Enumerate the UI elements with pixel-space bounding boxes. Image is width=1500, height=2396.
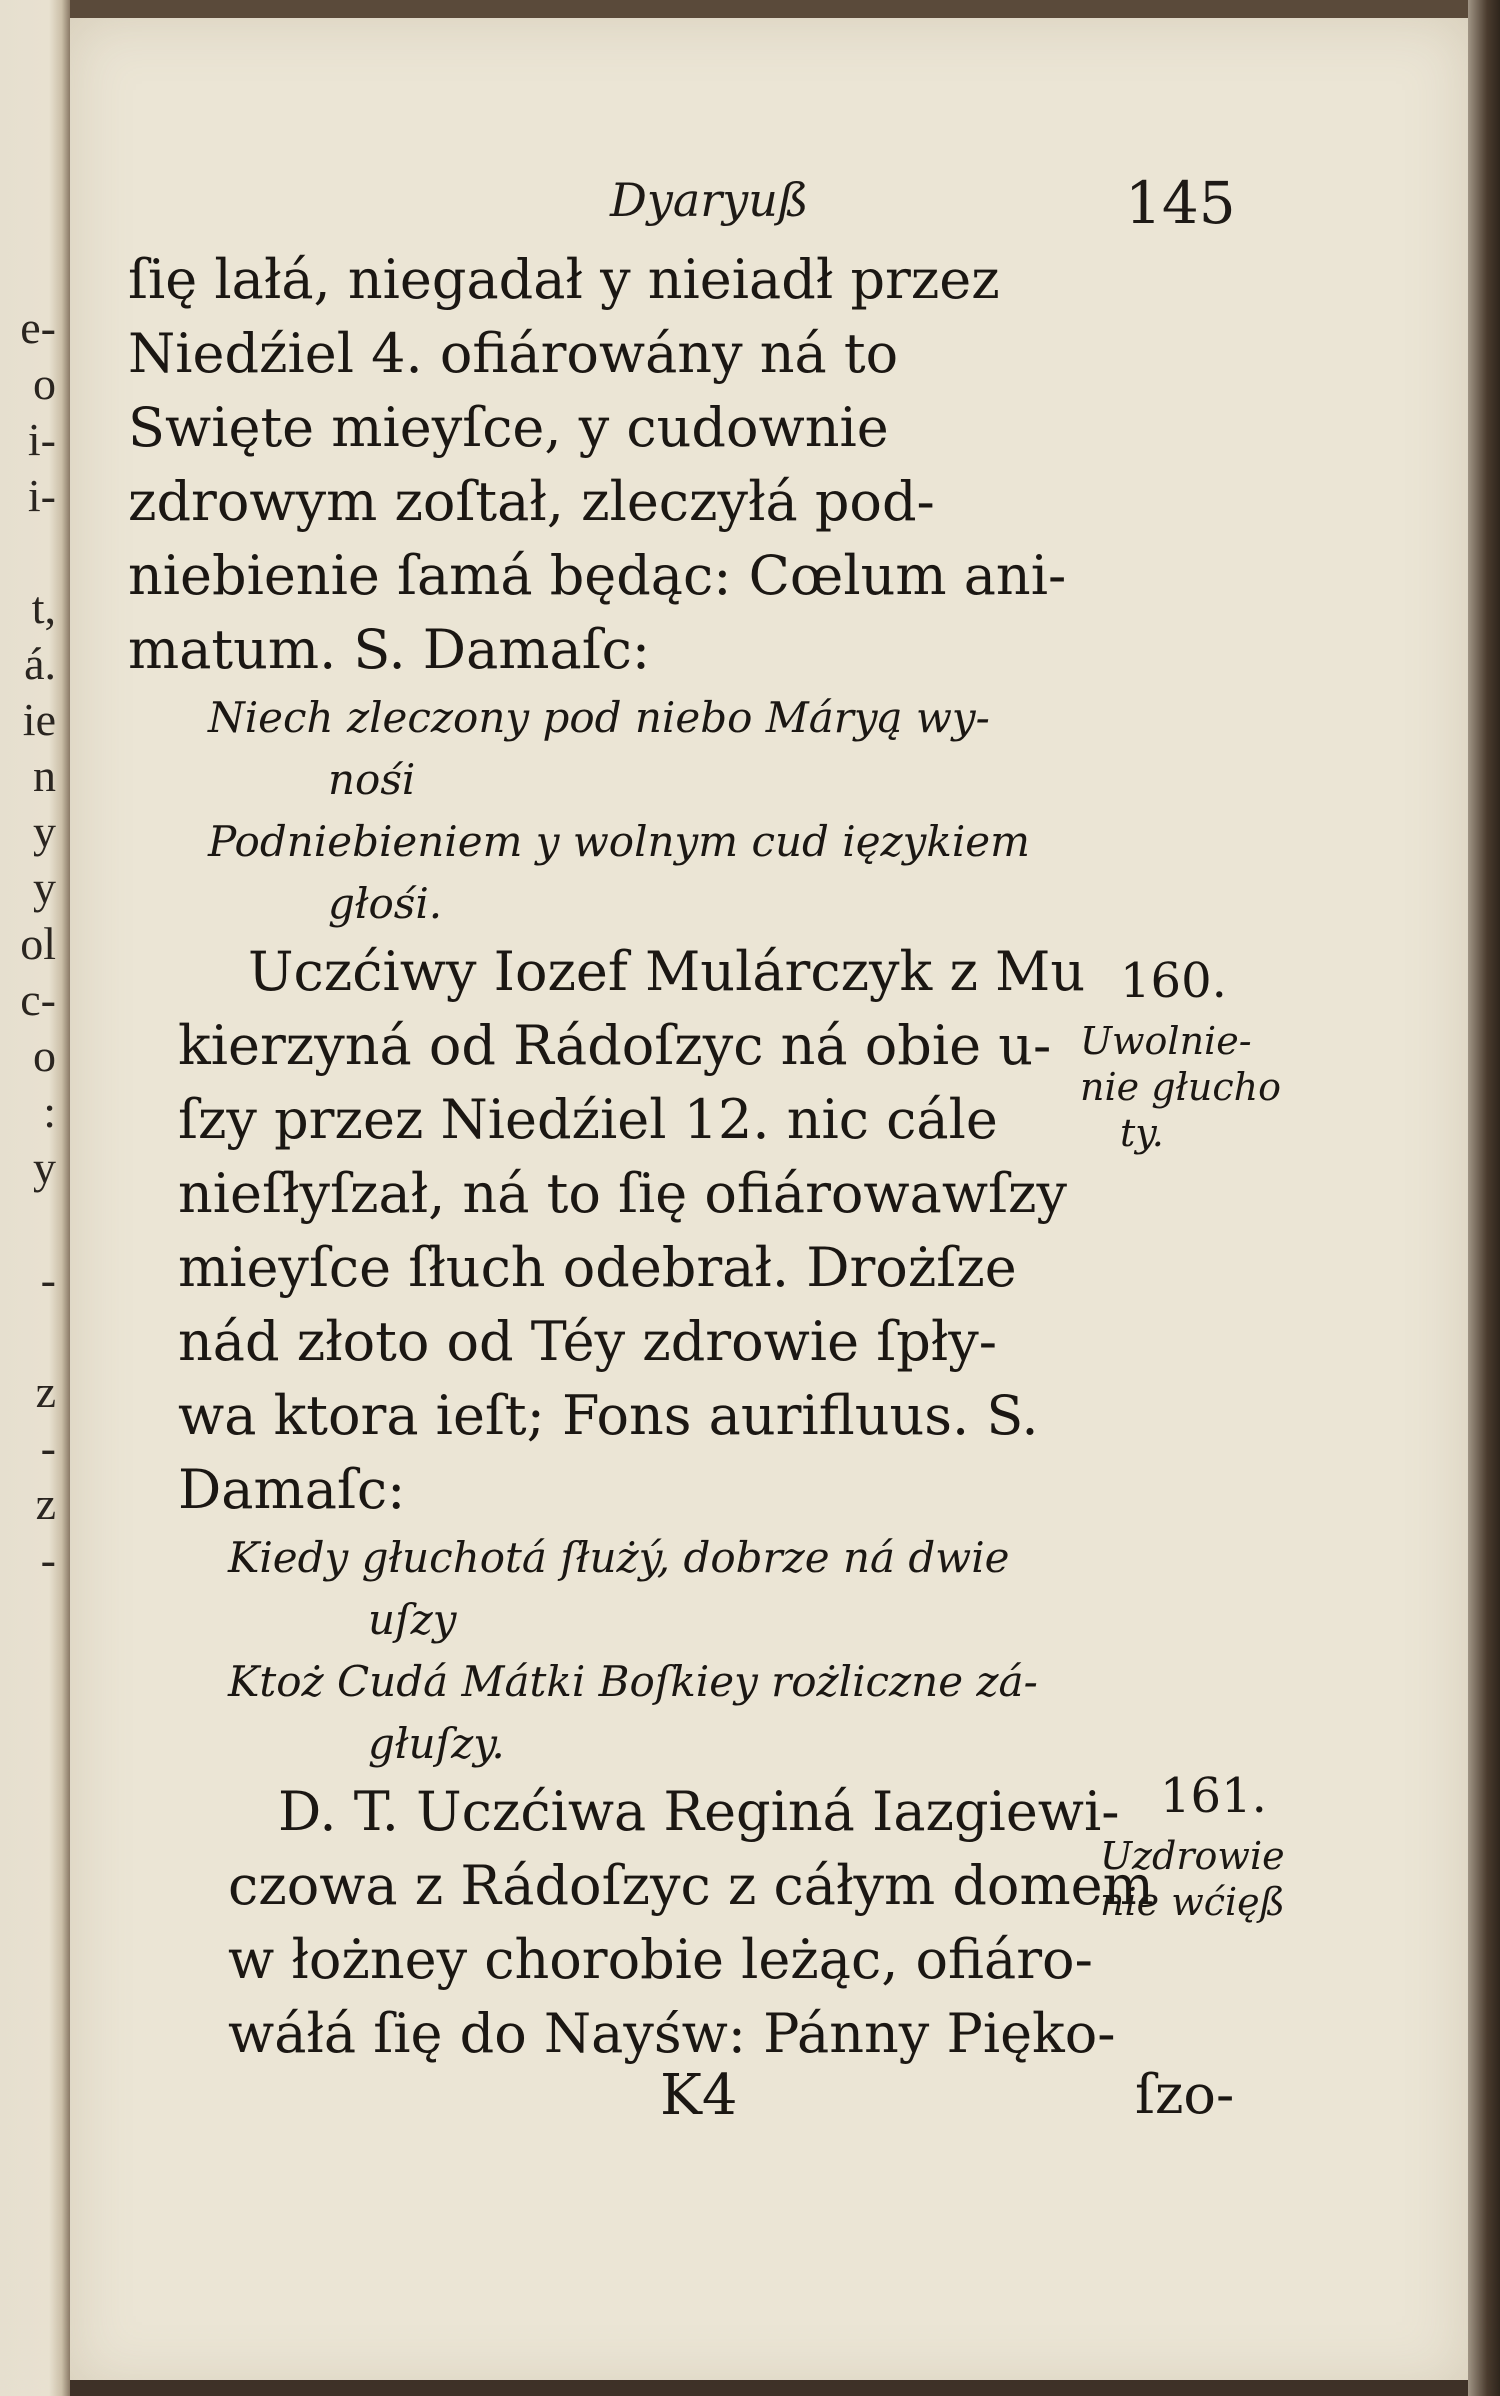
marginal-number-160: 160.: [1120, 953, 1227, 1009]
facing-page-fragment: -: [40, 1534, 56, 1585]
text-line: Niedźiel 4. ofiárowány ná to: [128, 322, 899, 385]
facing-page-fragment: i-: [27, 414, 56, 465]
verse-line: Kiedy głuchotá ſłużý, dobrze ná dwie: [228, 1533, 1010, 1582]
verse-line: Ktoż Cudá Mátki Boſkiey rożliczne zá-: [228, 1657, 1038, 1706]
text-line: Uczćiwy Iozef Mulárczyk z Mu: [248, 940, 1086, 1003]
facing-page-fragment: -: [40, 1254, 56, 1305]
marginal-note-160: [1080, 1018, 1281, 1156]
text-line: mieyſce ſłuch odebrał. Drożſze: [178, 1236, 1017, 1299]
facing-page-fragment: -: [40, 1422, 56, 1473]
verse-line: Podniebieniem y wolnym cud ięzykiem: [208, 817, 1030, 866]
facing-page-fragment: o: [33, 1030, 56, 1081]
text-line: Damaſc:: [178, 1458, 406, 1521]
text-line: nieſłyſzał, ná to ſię ofiárowawſzy: [178, 1162, 1067, 1225]
text-line: nád złoto od Téy zdrowie ſpły-: [178, 1310, 998, 1373]
facing-page-fragment: o: [33, 358, 56, 409]
facing-page-fragment: :: [43, 1086, 56, 1137]
facing-page-fragment: á.: [24, 638, 56, 689]
facing-page-fragment: y: [33, 806, 56, 857]
text-line: D. T. Uczćiwa Reginá Iazgiewi-: [278, 1780, 1120, 1843]
verse-line: nośi: [328, 755, 416, 804]
facing-page-fragment: [0, 1196, 60, 1252]
signature-mark: K4: [660, 2063, 738, 2128]
text-line: wáłá ſię do Nayśw: Pánny Pięko-: [228, 2002, 1116, 2065]
facing-page-fragment: y: [33, 862, 56, 913]
marginal-note-line: Uzdrowie: [1100, 1834, 1285, 1878]
book-page: [70, 18, 1468, 2388]
catchword: ſzo-: [1135, 2063, 1235, 2126]
facing-page-fragment: y: [33, 1142, 56, 1193]
facing-page-fragment: i-: [27, 470, 56, 521]
text-line: kierzyná od Rádoſzyc ná obie u-: [178, 1014, 1052, 1077]
text-line: ſzy przez Niedźiel 12. nic cále: [178, 1088, 998, 1151]
facing-page-fragment: z: [35, 1366, 56, 1417]
running-title: Dyaryuß: [610, 173, 809, 227]
facing-page-fragment: c-: [20, 974, 56, 1025]
facing-page-fragment: z: [35, 1478, 56, 1529]
book-edge-bottom: [70, 2380, 1468, 2396]
facing-page-fragments: [0, 300, 60, 1588]
facing-page-fragment: [0, 524, 60, 580]
text-line: Swięte mieyſce, y cudownie: [128, 396, 889, 459]
text-line: w łożney chorobie leżąc, ofiáro-: [228, 1928, 1093, 1991]
text-line: wa ktora ieſt; Fons aurifluus. S.: [178, 1384, 1039, 1447]
facing-page-fragment: t,: [31, 582, 56, 633]
marginal-note-line: Uwolnie-: [1080, 1019, 1252, 1063]
marginal-note-line: nie wćięß: [1100, 1880, 1286, 1924]
facing-page-fragment: ol: [20, 918, 56, 969]
marginal-note-161: [1100, 1833, 1285, 1925]
page-header: [70, 169, 1468, 243]
text-line: czowa z Rádoſzyc z cáłym domem: [228, 1854, 1154, 1917]
verse-line: Niech zleczony pod niebo Máryą wy-: [208, 693, 990, 742]
facing-page-fragment: ie: [22, 694, 56, 745]
marginal-note-line: ty.: [1120, 1111, 1164, 1155]
text-line: niebienie ſamá będąc: Cœlum ani-: [128, 544, 1067, 607]
marginal-number-161: 161.: [1160, 1768, 1267, 1824]
facing-page-fragment: [0, 1308, 60, 1364]
verse-line: głuſzy.: [368, 1719, 505, 1768]
book-edge: [1468, 0, 1500, 2396]
text-line: ſię lałá, niegadał y nieiadł przez: [128, 248, 1000, 311]
verse-line: uſzy: [368, 1595, 457, 1644]
text-line: zdrowym zoſtał, zleczyłá pod-: [128, 470, 935, 533]
marginal-note-line: nie głucho: [1080, 1065, 1281, 1109]
verse-line: głośi.: [328, 879, 443, 928]
text-line: matum. S. Damaſc:: [128, 618, 651, 681]
page-number: 145: [1125, 169, 1236, 237]
facing-page-fragment: e-: [20, 302, 56, 353]
facing-page-fragment: n: [33, 750, 56, 801]
